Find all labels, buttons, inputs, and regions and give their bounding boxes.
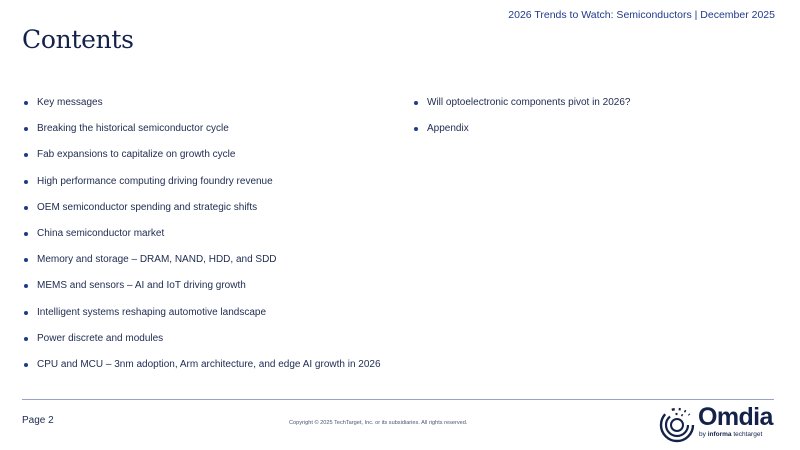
logo-tagline xyxy=(699,431,762,438)
logo-tag-by: by xyxy=(699,431,706,438)
toc-item[interactable] xyxy=(414,122,774,148)
page-number: Page 2 xyxy=(22,415,54,426)
logo-tag-techtarget: techtarget xyxy=(733,431,763,438)
report-header-title: 2026 Trends to Watch: Semiconductors | December 2025 xyxy=(508,9,775,21)
toc-item-label: Breaking the historical semiconductor cycle xyxy=(37,123,229,135)
toc-item-label: Memory and storage – DRAM, NAND, HDD, and SDD xyxy=(37,254,277,266)
bullet-icon xyxy=(414,101,418,105)
bullet-icon xyxy=(24,258,28,262)
toc-item[interactable] xyxy=(24,122,394,148)
bullet-icon xyxy=(24,101,28,105)
toc-item[interactable] xyxy=(24,96,394,122)
toc-item[interactable] xyxy=(24,201,394,227)
toc-item-label: Intelligent systems reshaping automotive landscape xyxy=(37,306,267,318)
bullet-icon xyxy=(24,153,28,157)
bullet-icon xyxy=(24,311,28,315)
bullet-icon xyxy=(24,284,28,288)
toc-item-label: Will optoelectronic components pivot in 2026? xyxy=(427,97,631,108)
toc-item-label: Key messages xyxy=(37,97,103,108)
toc-item-label: China semiconductor market xyxy=(37,227,165,239)
bullet-icon xyxy=(24,337,28,341)
bullet-icon xyxy=(24,206,28,210)
toc-item[interactable] xyxy=(24,148,394,174)
toc-item-label: Appendix xyxy=(427,123,469,135)
toc-item-label: CPU and MCU – 3nm adoption, Arm architecture, and edge AI growth in 2026 xyxy=(37,358,381,370)
toc-item-label: OEM semiconductor spending and strategic shifts xyxy=(37,201,258,213)
toc-item-label: High performance computing driving foundry revenue xyxy=(37,175,273,187)
toc-item[interactable] xyxy=(24,358,394,384)
copyright-notice: Copyright © 2025 TechTarget, Inc. or its subsidiaries. All rights reserved. xyxy=(289,420,468,426)
logo-tag-informa: informa xyxy=(707,431,732,438)
toc-item[interactable] xyxy=(414,96,774,122)
toc-item[interactable] xyxy=(24,332,394,358)
footer-divider xyxy=(22,399,774,400)
toc-left-column xyxy=(24,96,394,384)
bullet-icon xyxy=(414,127,418,131)
toc-item[interactable] xyxy=(24,175,394,201)
omdia-wordmark: Omdia xyxy=(698,403,773,431)
bullet-icon xyxy=(24,363,28,367)
toc-item[interactable] xyxy=(24,227,394,253)
bullet-icon xyxy=(24,232,28,236)
toc-item[interactable] xyxy=(24,306,394,332)
toc-item[interactable] xyxy=(24,253,394,279)
toc-item[interactable] xyxy=(24,279,394,305)
omdia-logo xyxy=(659,405,777,443)
page-title: Contents xyxy=(22,25,134,54)
toc-item-label: Power discrete and modules xyxy=(37,332,164,344)
toc-right-column xyxy=(414,96,774,148)
toc-item-label: Fab expansions to capitalize on growth cycle xyxy=(37,149,236,161)
bullet-icon xyxy=(24,180,28,184)
toc-item-label: MEMS and sensors – AI and IoT driving growth xyxy=(37,280,246,292)
bullet-icon xyxy=(24,127,28,131)
omdia-ring-logo-icon xyxy=(659,407,695,443)
